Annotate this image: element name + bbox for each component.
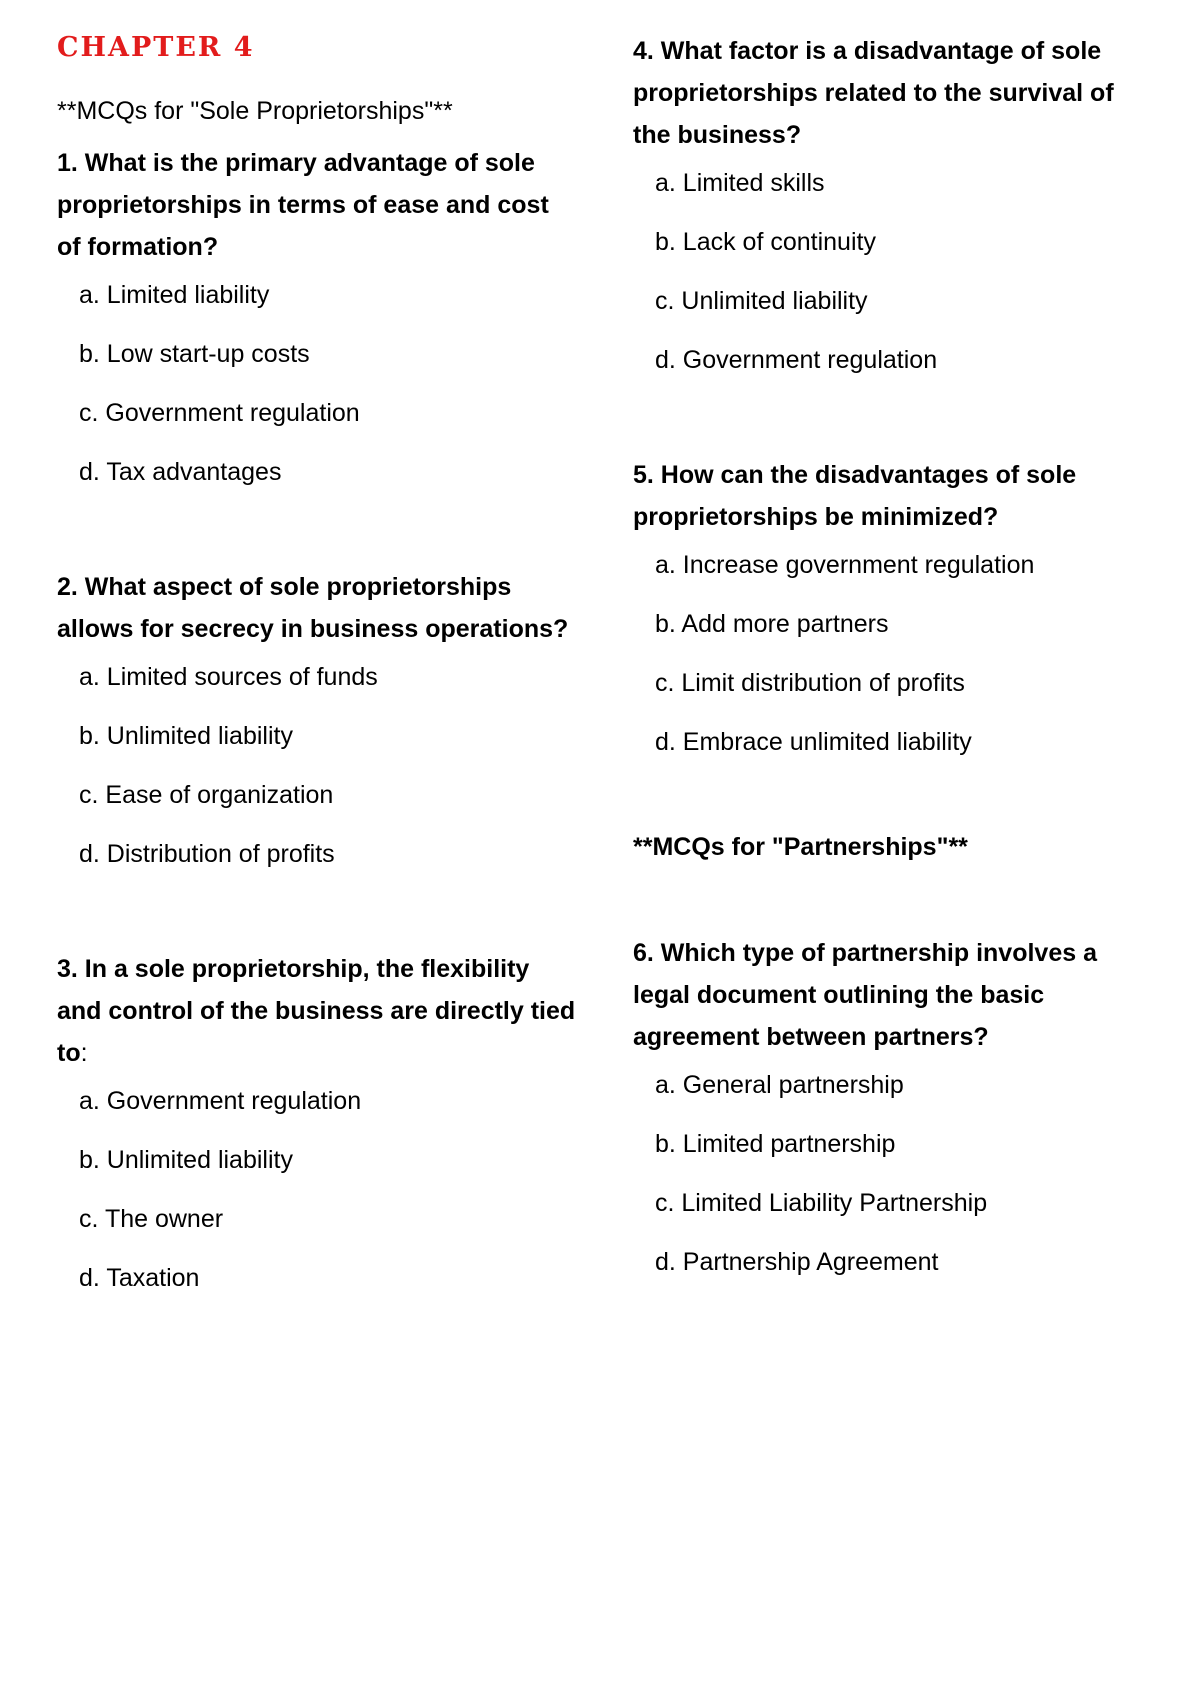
left-column bbox=[57, 30, 577, 1322]
question-text: 5. How can the disadvantages of sole proprietorships be minimized? bbox=[633, 461, 1077, 531]
option-d: d. Embrace unlimited liability bbox=[655, 728, 972, 756]
section-heading-sole-proprietorships: **MCQs for "Sole Proprietorships"** bbox=[57, 97, 453, 125]
option-b: b. Add more partners bbox=[655, 610, 889, 638]
section-heading-partnerships: **MCQs for "Partnerships"** bbox=[633, 833, 968, 861]
option-c: c. The owner bbox=[79, 1205, 224, 1233]
option-a: a. Limited sources of funds bbox=[79, 663, 378, 691]
question-block-3 bbox=[57, 948, 577, 1293]
option-a: a. Government regulation bbox=[79, 1087, 362, 1115]
option-b: b. Lack of continuity bbox=[655, 228, 876, 256]
chapter-title: CHAPTER 4 bbox=[57, 32, 255, 63]
option-b: b. Low start-up costs bbox=[79, 340, 310, 368]
option-a: a. Limited liability bbox=[79, 281, 270, 309]
option-d: d. Partnership Agreement bbox=[655, 1248, 939, 1276]
right-column bbox=[633, 30, 1153, 1306]
question-text: 1. What is the primary advantage of sole proprietorships in terms of ease and cost of formation? bbox=[57, 149, 549, 261]
option-d: d. Government regulation bbox=[655, 346, 938, 374]
option-c: c. Unlimited liability bbox=[655, 287, 868, 315]
question-block-4 bbox=[633, 30, 1153, 375]
question-text-tail: : bbox=[80, 1039, 88, 1067]
option-c: c. Government regulation bbox=[79, 399, 360, 427]
option-b: b. Unlimited liability bbox=[79, 722, 293, 750]
option-c: c. Limit distribution of profits bbox=[655, 669, 965, 697]
question-text bbox=[57, 948, 577, 1074]
question-block-6 bbox=[633, 932, 1153, 1277]
question-block-1 bbox=[57, 142, 577, 487]
option-c: c. Limited Liability Partnership bbox=[655, 1189, 988, 1217]
question-block-5 bbox=[633, 454, 1153, 757]
option-c: c. Ease of organization bbox=[79, 781, 334, 809]
option-d: d. Tax advantages bbox=[79, 458, 282, 486]
option-a: a. Increase government regulation bbox=[655, 551, 1035, 579]
option-d: d. Distribution of profits bbox=[79, 840, 335, 868]
question-block-2 bbox=[57, 566, 577, 869]
question-text-main: 3. In a sole proprietorship, the flexibility and control of the business are directly tied to bbox=[57, 955, 576, 1067]
option-a: a. General partnership bbox=[655, 1071, 904, 1099]
option-b: b. Unlimited liability bbox=[79, 1146, 293, 1174]
option-b: b. Limited partnership bbox=[655, 1130, 896, 1158]
question-text: 6. Which type of partnership involves a legal document outlining the basic agreement between partners? bbox=[633, 939, 1097, 1051]
option-a: a. Limited skills bbox=[655, 169, 825, 197]
question-text: 2. What aspect of sole proprietorships allows for secrecy in business operations? bbox=[57, 573, 569, 643]
option-d: d. Taxation bbox=[79, 1264, 200, 1292]
question-text: 4. What factor is a disadvantage of sole proprietorships related to the survival of the business? bbox=[633, 37, 1114, 149]
